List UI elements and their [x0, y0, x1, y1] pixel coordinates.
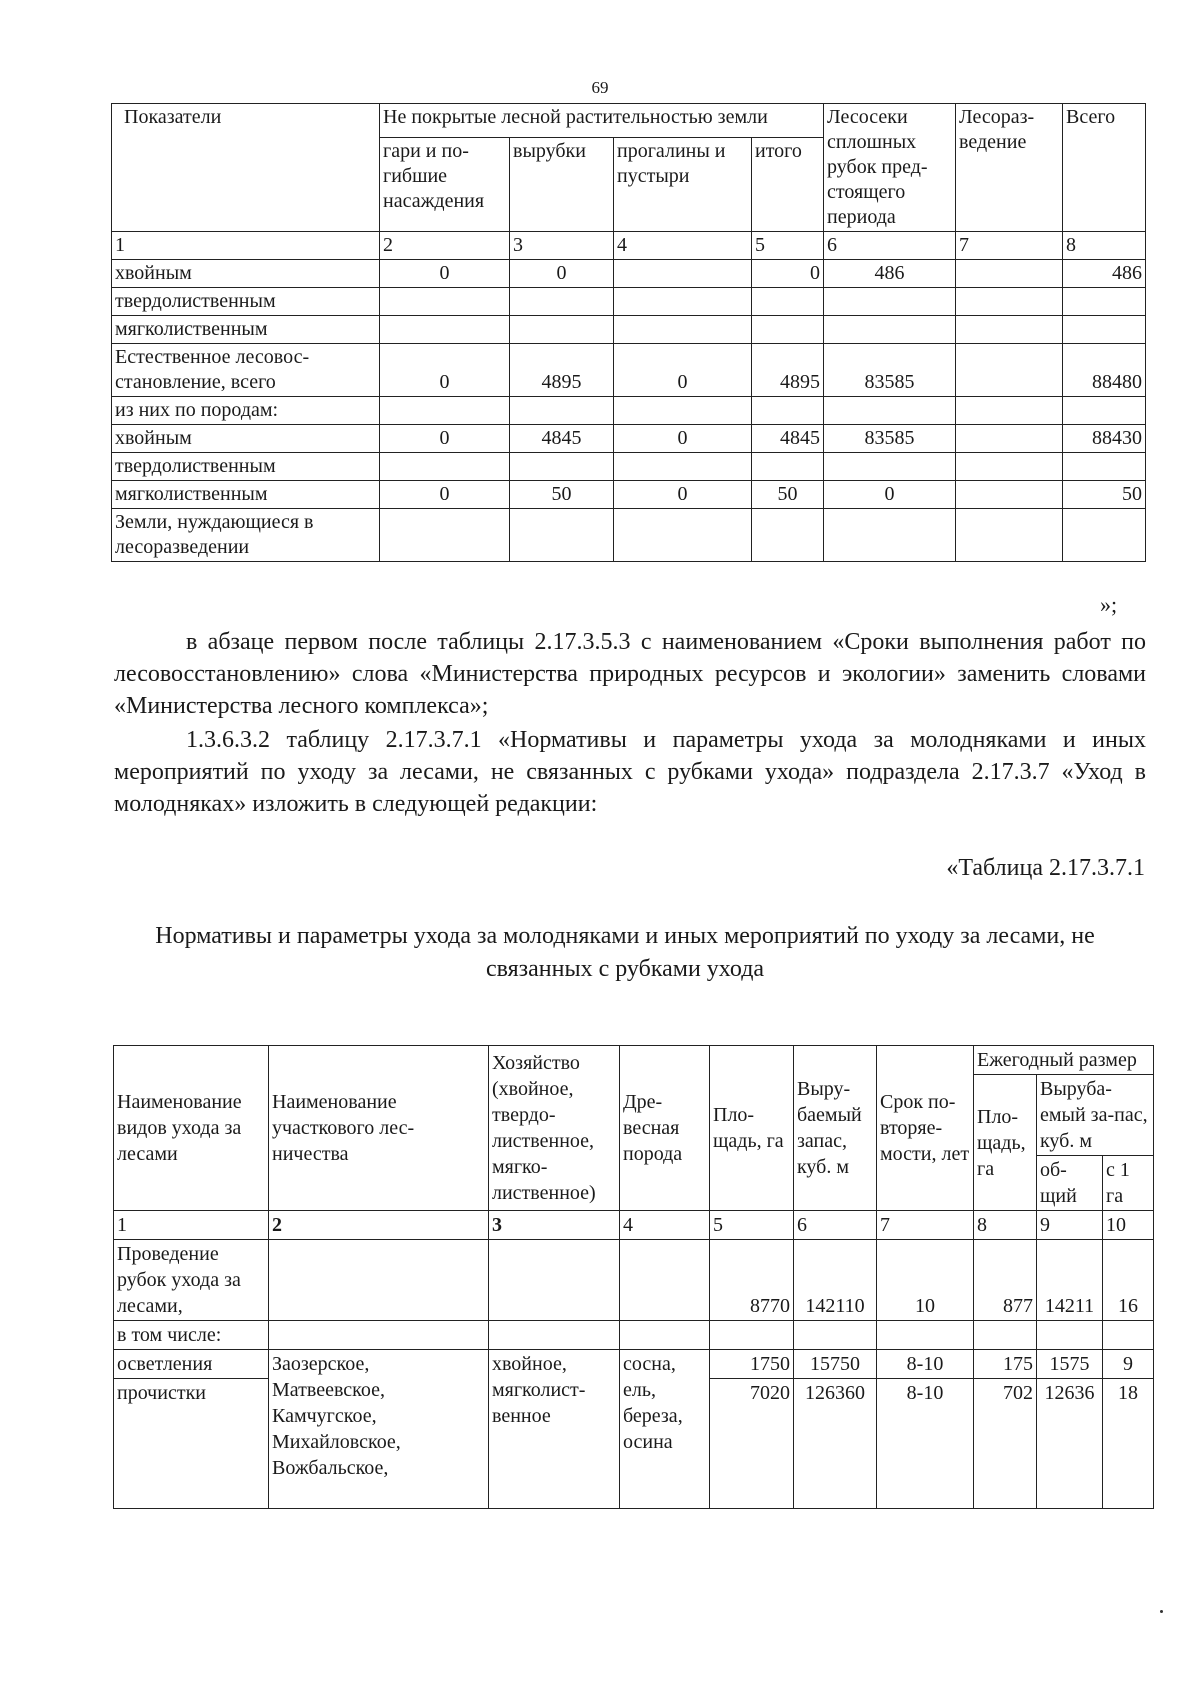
- cell: 14211: [1037, 1240, 1103, 1321]
- row-label: мягколиственным: [112, 481, 380, 509]
- cell: 0: [510, 260, 614, 288]
- column-number: 8: [974, 1211, 1037, 1240]
- care-norms-table: [113, 1045, 1154, 1509]
- cell: 8-10: [877, 1350, 974, 1379]
- cell: 877: [974, 1240, 1037, 1321]
- row-label: мягколиственным: [112, 316, 380, 344]
- row-label: Проведение рубок ухода за лесами,: [114, 1240, 269, 1321]
- header-per-ha: с 1 га: [1103, 1156, 1154, 1211]
- column-number: 2: [269, 1211, 489, 1240]
- header-not-covered: Не покрытые лесной растительностью земли: [380, 104, 824, 138]
- header-period: Срок по-вторяе-мости, лет: [877, 1046, 974, 1211]
- row-label: прочистки: [114, 1379, 269, 1509]
- cell: 0: [824, 481, 956, 509]
- cell: 126360: [794, 1379, 877, 1509]
- cell: 12636: [1037, 1379, 1103, 1509]
- species-cell: сосна, ель, береза, осина: [620, 1350, 710, 1509]
- table-row: [114, 1240, 1154, 1321]
- paragraph-2: [114, 724, 1146, 820]
- header-clearcut: Лесосеки сплошных рубок пред-стоящего периода: [824, 104, 956, 232]
- cell: 10: [877, 1240, 974, 1321]
- cell: 4845: [510, 425, 614, 453]
- cell: 50: [752, 481, 824, 509]
- header-annual-area: Пло-щадь, га: [974, 1075, 1037, 1211]
- cell: 486: [824, 260, 956, 288]
- cell: 0: [614, 481, 752, 509]
- header-annual-volume: Выруба-емый за-пас, куб. м: [1037, 1075, 1154, 1156]
- cell: 16: [1103, 1240, 1154, 1321]
- forest-land-table: [111, 103, 1146, 562]
- header-indicator: Показатели: [112, 104, 380, 232]
- page-number: 69: [591, 78, 609, 97]
- table-label: «Таблица 2.17.3.7.1: [946, 855, 1145, 881]
- paragraph-1: [114, 626, 1146, 722]
- header-all: Всего: [1063, 104, 1146, 232]
- cell: [956, 425, 1063, 453]
- table-row: [112, 425, 1146, 453]
- cell: 0: [380, 260, 510, 288]
- cell: 702: [974, 1379, 1037, 1509]
- cell: 88430: [1063, 425, 1146, 453]
- column-number: 4: [620, 1211, 710, 1240]
- column-number: 6: [794, 1211, 877, 1240]
- column-number: 7: [956, 232, 1063, 260]
- closing-quote: »;: [1100, 592, 1118, 617]
- header-annual: Ежегодный размер: [974, 1046, 1154, 1075]
- cell: 15750: [794, 1350, 877, 1379]
- cell: 9: [1103, 1350, 1154, 1379]
- table-row: [112, 481, 1146, 509]
- farm-cell: хвойное, мягколист-венное: [489, 1350, 620, 1509]
- header-total: итого: [752, 137, 824, 231]
- cell: 83585: [824, 344, 956, 397]
- column-numbers-row: [112, 232, 1146, 260]
- header-cuttings: вырубки: [510, 137, 614, 231]
- cell: 8-10: [877, 1379, 974, 1509]
- cell: 50: [510, 481, 614, 509]
- cell: 0: [380, 344, 510, 397]
- paragraph-text: 1.3.6.3.2 таблицу 2.17.3.7.1 «Нормативы и параметры ухода за молодняками и иных мероприятий по уходу за лесами, не связанных с рубками ухода» подраздела 2.17.3.7 «Уход в молодняках» изложить в следующей редакции:: [114, 727, 1146, 817]
- column-number: 10: [1103, 1211, 1154, 1240]
- cell: 8770: [710, 1240, 794, 1321]
- column-number: 3: [510, 232, 614, 260]
- column-number: 1: [112, 232, 380, 260]
- row-label: хвойным: [112, 425, 380, 453]
- cell: [956, 260, 1063, 288]
- table-row: [112, 316, 1146, 344]
- table-row: [112, 509, 1146, 562]
- header-species: Дре-весная порода: [620, 1046, 710, 1211]
- column-number: 5: [752, 232, 824, 260]
- column-number: 8: [1063, 232, 1146, 260]
- cell: 0: [614, 425, 752, 453]
- cell: 88480: [1063, 344, 1146, 397]
- cell: 83585: [824, 425, 956, 453]
- paragraph-text: в абзаце первом после таблицы 2.17.3.5.3 с наименованием «Сроки выполнения работ по лесовосстановлению» слова «Министерства природных ресурсов и экологии» заменить словами «Министерства лесного комплекса»;: [114, 629, 1146, 719]
- cell: 50: [1063, 481, 1146, 509]
- cell: 4845: [752, 425, 824, 453]
- cell: [956, 344, 1063, 397]
- cell: 1575: [1037, 1350, 1103, 1379]
- row-label: осветления: [114, 1350, 269, 1379]
- cell: 486: [1063, 260, 1146, 288]
- header-area: Пло-щадь, га: [710, 1046, 794, 1211]
- cell: [614, 260, 752, 288]
- header-glades: прогалины и пустыри: [614, 137, 752, 231]
- column-number: 7: [877, 1211, 974, 1240]
- cell: 0: [380, 425, 510, 453]
- column-numbers-row: [114, 1211, 1154, 1240]
- header-volume: Выру-баемый запас, куб. м: [794, 1046, 877, 1211]
- row-label: Земли, нуждающиеся в лесоразведении: [112, 509, 380, 562]
- cell: 0: [752, 260, 824, 288]
- table-row: [112, 344, 1146, 397]
- cell: 175: [974, 1350, 1037, 1379]
- table-row: [114, 1321, 1154, 1350]
- row-label: из них по породам:: [112, 397, 380, 425]
- cell: [956, 481, 1063, 509]
- table-row: [114, 1350, 1154, 1379]
- header-afforestation: Лесораз-ведение: [956, 104, 1063, 232]
- column-number: 4: [614, 232, 752, 260]
- row-label: твердолиственным: [112, 288, 380, 316]
- header-forestry: Наименование участкового лес-ничества: [269, 1046, 489, 1211]
- row-label: хвойным: [112, 260, 380, 288]
- header-care-type: Наименование видов ухода за лесами: [114, 1046, 269, 1211]
- row-label: твердолиственным: [112, 453, 380, 481]
- table-row: [112, 453, 1146, 481]
- cell: 4895: [510, 344, 614, 397]
- column-number: 6: [824, 232, 956, 260]
- cell: 0: [614, 344, 752, 397]
- scan-speck: [1160, 1610, 1163, 1613]
- forestries-cell: Заозерское, Матвеевское, Камчугское, Михайловское, Вожбальское,: [269, 1350, 489, 1509]
- cell: 1750: [710, 1350, 794, 1379]
- column-number: 9: [1037, 1211, 1103, 1240]
- column-number: 3: [489, 1211, 620, 1240]
- table-row: [112, 397, 1146, 425]
- cell: 18: [1103, 1379, 1154, 1509]
- table-title: Нормативы и параметры ухода за молодняками и иных мероприятий по уходу за лесами, не связанных с рубками ухода: [155, 923, 1095, 982]
- header-total: об-щий: [1037, 1156, 1103, 1211]
- header-farm: Хозяйство (хвойное, твердо-лиственное, мягко-лиственное): [489, 1046, 620, 1211]
- column-number: 2: [380, 232, 510, 260]
- table-row: [112, 260, 1146, 288]
- row-label: Естественное лесовос-становление, всего: [112, 344, 380, 397]
- cell: 0: [380, 481, 510, 509]
- cell: 4895: [752, 344, 824, 397]
- table-row: [112, 288, 1146, 316]
- cell: 7020: [710, 1379, 794, 1509]
- row-label: в том числе:: [114, 1321, 269, 1350]
- column-number: 1: [114, 1211, 269, 1240]
- header-burned: гари и по-гибшие насаждения: [380, 137, 510, 231]
- cell: 142110: [794, 1240, 877, 1321]
- column-number: 5: [710, 1211, 794, 1240]
